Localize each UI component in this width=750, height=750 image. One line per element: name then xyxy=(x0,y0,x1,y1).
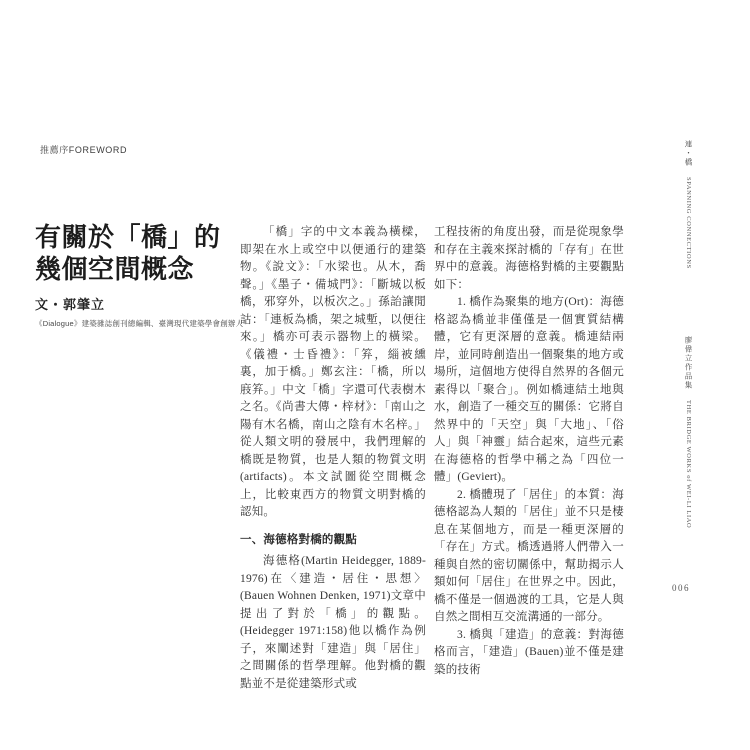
text-column-2 xyxy=(434,224,624,679)
paragraph-etymology: 「橋」字的中文本義為橫樑，即架在水上或空中以便通行的建築物。《說文》：「水梁也。从木，喬聲。」《墨子・備城門》：「斷城以板橋，邪穿外，以板次之。」孫詒讓閒詁：「連板為橋，架之城塹，以便往來。」橋亦可表示器物上的橫梁。《儀禮・士昏禮》：「笲，緇被纁裏，加于橋。」鄭玄注：「橋，所以庪笲。」中文「橋」字還可代表樹木之名。《尚書大傳・梓材》：「南山之陽有木名橋，南山之陰有木名梓。」從人類文明的發展中，我們理解的橋既是物質，也是人類的物質文明(artifacts)。本文試圖從空間概念上，比較東西方的物質文明對橋的認知。 xyxy=(240,226,426,518)
text-column-1 xyxy=(240,224,426,693)
section-heading-heidegger: 一、海德格對橋的觀點 xyxy=(240,533,357,546)
paragraph-point-3-bauen: 3. 橋與「建造」的意義：對海德格而言，「建造」(Bauen)並不僅是建築的技術 xyxy=(434,628,624,676)
book-title-en: THE BRIDGE WORKS of WEI-LI LIAO xyxy=(685,400,692,529)
paragraph-point-1-ort: 1. 橋作為聚集的地方(Ort)：海德格認為橋並非僅僅是一個實質結構體，它有更深層的意義。橋連結兩岸，並同時創造出一個聚集的地方或場所，這個地方使得自然界的各個元素得以「聚合」。例如橋連結土地與水，創造了一種交互的關係：它將自然界中的「天空」與「大地」、「俗人」與「神靈」結合起來，這些元素在海德格的哲學中稱之為「四位一體」(Geviert)。 xyxy=(434,296,624,483)
paragraph-heidegger-intro: 海德格(Martin Heidegger, 1889-1976)在〈建造・居住・思想〉(Bauen Wohnen Denken, 1971)文章中提出了對於「橋」的觀點。(Heidegger 1971:158)他以橋作為例子，來闡述對「建造」與「居住」之間關係的哲學理解。他對橋的觀點並不是從建築形式或 xyxy=(240,555,426,690)
article-title xyxy=(35,222,235,286)
title-line-1: 有關於「橋」的 xyxy=(35,223,221,252)
series-title-zh: 連・橋 xyxy=(684,140,693,167)
section-label: 推薦序FOREWORD xyxy=(40,145,128,155)
byline: 文・郭肇立 xyxy=(35,297,106,312)
article-header xyxy=(35,222,244,329)
paragraph-heidegger-continued: 工程技術的角度出發，而是從現象學和存在主義來探討橋的「存有」在世界中的意義。海德格對橋的主要觀點如下： xyxy=(434,226,624,291)
paragraph-point-2-dwelling: 2. 橋體現了「居住」的本質：海德格認為人類的「居住」並不只是棲息在某個地方，而是一種更深層的「存在」方式。橋透過將人們帶入一種與自然的密切關係中，幫助揭示人類如何「居住」在世界之中。因此，橋不僅是一個過渡的工具，它是人與自然之間相互交流溝通的一部分。 xyxy=(434,488,624,623)
title-line-2: 幾個空間概念 xyxy=(35,255,195,284)
book-title-zh: 廖偉立作品集 xyxy=(684,336,693,390)
margin-book-title xyxy=(679,336,697,528)
series-title-en: SPANNING CONNECTIONS xyxy=(685,177,692,269)
margin-series-title xyxy=(679,140,697,269)
author-bio: 《Dialogue》建築雜誌創刊總編輯、臺灣現代建築學會創辦人 xyxy=(35,319,244,328)
page-number: 006 xyxy=(672,583,690,593)
